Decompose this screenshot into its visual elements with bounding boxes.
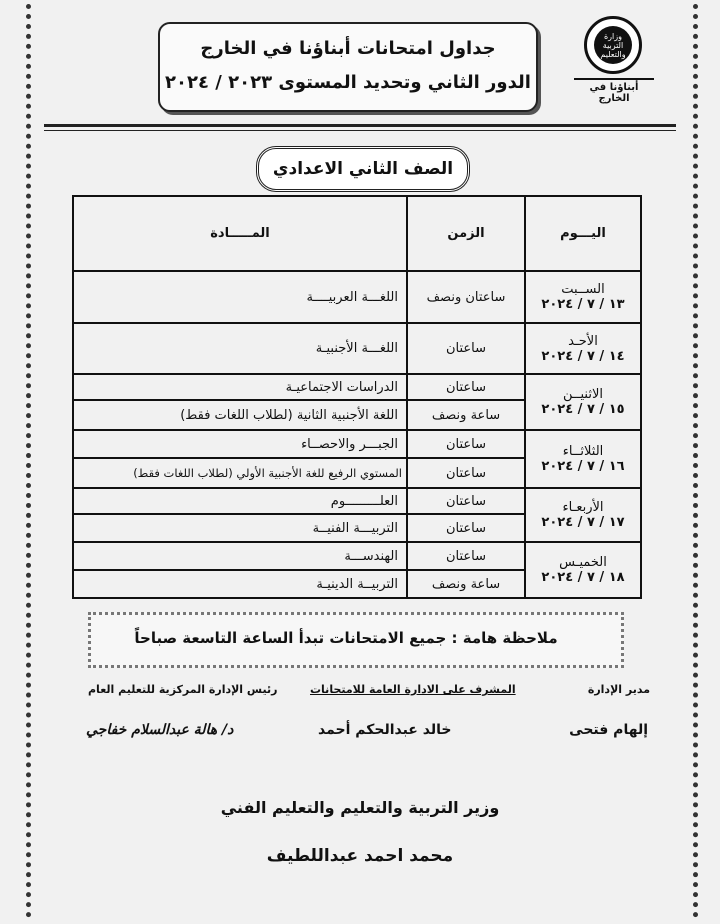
time-cell: ساعتان xyxy=(445,341,487,356)
divider-top-thin xyxy=(44,130,676,131)
day-date: ١٧ / ٧ / ٢٠٢٤ xyxy=(541,515,625,530)
day-name: الأحـد xyxy=(568,333,598,349)
time-cell: ساعتان xyxy=(445,493,487,509)
day-name: الثلاثــاء xyxy=(562,444,604,459)
subject-cell: اللغة الأجنبية الثانية (لطلاب اللغات فقط) xyxy=(180,407,398,423)
header-box xyxy=(158,22,538,112)
day-name: الأربعـاء xyxy=(562,500,604,515)
time-cell: ساعتان xyxy=(445,436,487,452)
time-cell: ساعتان xyxy=(445,520,487,536)
header-day: اليـــوم xyxy=(560,226,606,241)
subject-cell: الهندســـة xyxy=(344,548,398,564)
director-name: إلهام فتحى xyxy=(569,722,648,738)
time-cell: ساعتان xyxy=(445,379,487,395)
time-cell: ساعة ونصف xyxy=(431,576,501,592)
time-cell: ساعة ونصف xyxy=(431,407,501,423)
logo-text: وزارة التربية والتعليم xyxy=(594,26,632,64)
subject-cell: اللغـــة العربيــــة xyxy=(306,289,398,305)
day-cell xyxy=(526,324,640,373)
page-title: جداول امتحانات أبناؤنا في الخارج xyxy=(200,38,496,59)
supervisor-name: خالد عبدالحكم أحمد xyxy=(318,722,452,738)
day-date: ١٨ / ٧ / ٢٠٢٤ xyxy=(541,570,625,585)
grade-title: الصف الثاني الاعدادي xyxy=(256,146,470,192)
divider-top xyxy=(44,124,676,127)
time-cell: ساعتان xyxy=(445,548,487,564)
minister-title: وزير التربية والتعليم والتعليم الفني xyxy=(220,798,500,817)
day-name: الســبت xyxy=(561,282,605,297)
subject-cell: الدراسات الاجتماعيـة xyxy=(285,379,398,395)
subject-cell: التربيـــة الفنيــة xyxy=(312,520,398,536)
minister-name: محمد احمد عبداللطيف xyxy=(266,846,454,866)
subject-cell: المستوي الرفيع للغة الأجنبية الأولي (لطلاب اللغات فقط) xyxy=(133,466,402,480)
subject-cell: اللغـــة الأجنبيـة xyxy=(315,341,398,356)
day-cell xyxy=(526,375,640,429)
logo-caption: أبناؤنا في الخارج xyxy=(574,78,654,104)
subject-cell: التربيــة الدينيـة xyxy=(316,576,398,592)
exam-schedule-table xyxy=(72,195,642,599)
day-date: ١٤ / ٧ / ٢٠٢٤ xyxy=(541,348,625,364)
day-name: الاثنيــن xyxy=(562,387,603,402)
day-name: الخميـس xyxy=(559,555,607,570)
day-cell xyxy=(526,272,640,322)
logo-emblem-icon xyxy=(584,16,642,74)
day-cell xyxy=(526,431,640,487)
time-cell: ساعتان xyxy=(445,465,487,481)
day-date: ١٣ / ٧ / ٢٠٢٤ xyxy=(541,297,625,312)
day-cell xyxy=(526,489,640,541)
day-date: ١٦ / ٧ / ٢٠٢٤ xyxy=(541,459,625,474)
header-time: الزمن xyxy=(447,226,485,241)
subject-cell: العلـــــــــوم xyxy=(330,493,398,509)
central-admin-head-title: رئيس الإدارة المركزية للتعليم العام xyxy=(88,683,278,696)
important-note: ملاحظة هامة : جميع الامتحانات تبدأ الساعة التاسعة صباحاً xyxy=(134,629,558,647)
day-date: ١٥ / ٧ / ٢٠٢٤ xyxy=(541,402,625,417)
header-subject: المـــــادة xyxy=(210,226,270,241)
central-admin-head-name: د/ هالة عبدالسلام خفاجي xyxy=(86,722,234,738)
supervisor-title: المشرف على الادارة العامة للامتحانات xyxy=(310,683,516,696)
day-cell xyxy=(526,543,640,597)
page-subtitle: الدور الثاني وتحديد المستوى ٢٠٢٣ / ٢٠٢٤ xyxy=(165,72,531,93)
time-cell: ساعتان ونصف xyxy=(426,289,506,305)
subject-cell: الجبـــر والاحصــاء xyxy=(301,436,398,452)
ministry-logo xyxy=(578,16,650,104)
director-title: مدير الإدارة xyxy=(587,683,650,696)
note-box xyxy=(88,612,624,668)
